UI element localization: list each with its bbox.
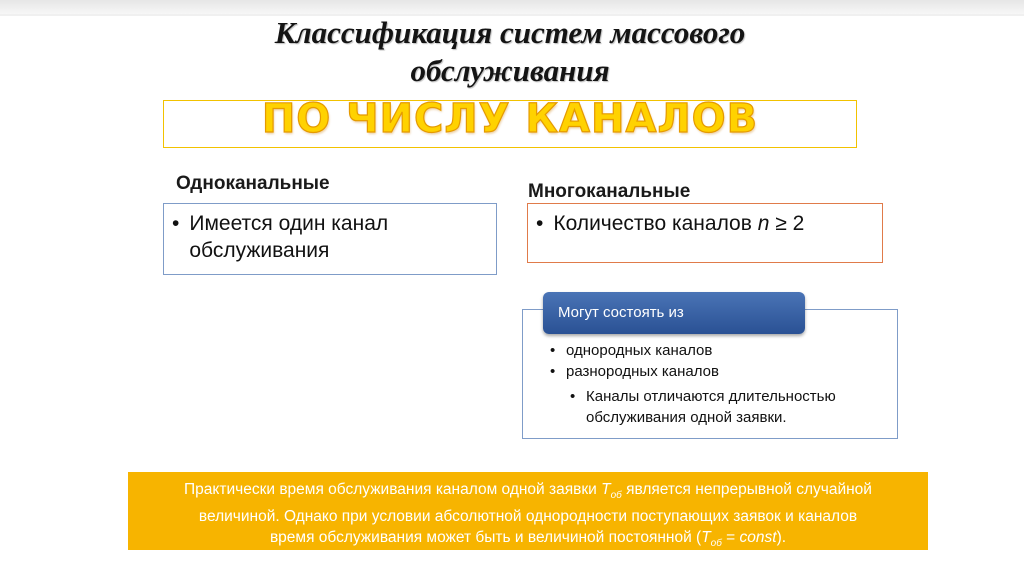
bullet-icon: •: [550, 363, 556, 380]
const-text: const: [739, 529, 777, 546]
multi-channel-box: [527, 203, 883, 263]
top-strip: [0, 0, 1024, 14]
classification-banner: [163, 96, 857, 148]
composition-list: [550, 340, 719, 382]
list-item: [550, 340, 719, 361]
slide-title: [150, 14, 870, 90]
slide-title-line2: обслуживания: [410, 53, 610, 88]
multi-channel-text: [553, 210, 804, 237]
single-channel-heading: Одноканальные: [176, 173, 330, 194]
note-text: время обслуживания может быть и величиной постоянной (: [269, 529, 702, 546]
bullet-icon: •: [172, 212, 180, 235]
composition-header: Могут состоять из: [543, 292, 805, 334]
note-text: Практически время обслуживания каналом одной заявки: [184, 481, 602, 498]
sub-item-line1: Каналы отличаются длительностью: [586, 388, 836, 405]
sub-item-line2: обслуживания одной заявки.: [586, 409, 787, 426]
bullet-icon: •: [570, 388, 576, 405]
multi-channel-text-prefix: Количество каналов: [553, 212, 758, 235]
single-channel-box: [163, 203, 497, 275]
bullet-icon: •: [536, 212, 544, 235]
note-text: =: [721, 529, 740, 546]
note-text: является непрерывной случайной: [621, 481, 872, 498]
note-text: ).: [776, 529, 787, 546]
subscript-ob: об: [710, 538, 722, 549]
note-line1: [128, 479, 928, 506]
variable-T: T: [701, 529, 711, 546]
list-item: [550, 361, 719, 382]
single-channel-text-line1: Имеется один канал: [189, 212, 389, 235]
slide-title-line1: Классификация систем массового: [274, 15, 746, 50]
multi-channel-text-suffix: ≥ 2: [769, 212, 805, 235]
subscript-ob: об: [610, 490, 622, 501]
note-line3: [128, 527, 928, 554]
banner-text: ПО ЧИСЛУ КАНАЛОВ: [261, 96, 759, 142]
note-box: [128, 472, 928, 550]
note-line2: величиной. Однако при условии абсолютной однородности поступающих заявок и каналов: [198, 508, 858, 525]
list-item-text: разнородных каналов: [566, 363, 719, 380]
bullet-icon: •: [550, 342, 556, 359]
multi-channel-heading: Многоканальные: [528, 181, 691, 202]
variable-n: n: [757, 212, 770, 235]
list-item-text: однородных каналов: [566, 342, 713, 359]
single-channel-text-line2: обслуживания: [189, 239, 330, 262]
composition-sub-item: [570, 386, 836, 428]
variable-T: T: [601, 481, 611, 498]
